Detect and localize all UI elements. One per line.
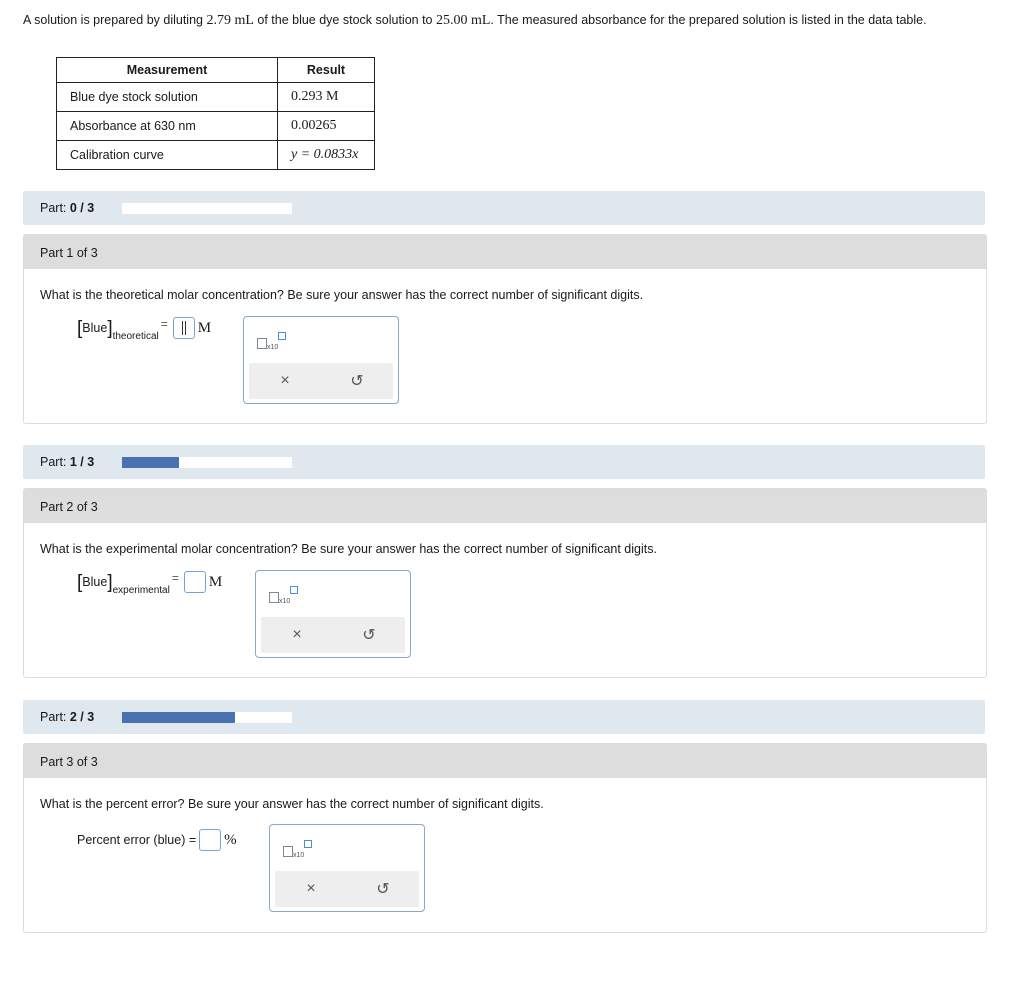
part-3-panel	[23, 743, 987, 933]
progress-band: Part: 1 / 3	[23, 445, 985, 479]
answer-equation	[77, 829, 237, 851]
unit-label: M	[197, 319, 212, 336]
table-row	[57, 83, 375, 112]
subscript-label: theoretical	[112, 330, 159, 342]
clear-icon: ×	[280, 372, 290, 389]
question-text: What is the experimental molar concentration? Be sure your answer has the correct number of significant digits.	[40, 542, 657, 556]
progress-track	[122, 203, 292, 214]
clear-icon: ×	[306, 880, 316, 897]
part-1-panel	[23, 234, 987, 424]
undo-button[interactable]	[321, 363, 393, 399]
x10-notation-icon	[283, 846, 293, 857]
undo-icon: ↺	[350, 373, 364, 390]
table-row	[57, 112, 375, 141]
part-header	[24, 235, 986, 269]
final-volume: 25.00 mL	[435, 13, 491, 28]
unit-label: M	[208, 573, 223, 590]
undo-icon: ↺	[376, 881, 390, 898]
x10-notation-button[interactable]: x10	[269, 586, 299, 608]
clear-button[interactable]	[249, 363, 321, 399]
progress-value: 0 / 3	[69, 201, 95, 215]
species-label: Blue	[82, 575, 108, 589]
answer-input[interactable]	[184, 571, 206, 593]
progress-band: Part: 0 / 3	[23, 191, 985, 225]
part-heading: Part 3 of 3	[40, 755, 98, 769]
result-cell: 0.293 M	[278, 83, 375, 112]
result-cell: 0.00265	[278, 112, 375, 141]
part-2-panel	[23, 488, 987, 678]
measurement-cell: Blue dye stock solution	[57, 83, 278, 112]
x10-notation-button[interactable]: x10	[283, 840, 313, 862]
dilution-volume: 2.79 mL	[206, 13, 254, 28]
progress-track	[122, 457, 292, 468]
data-table	[56, 57, 375, 170]
progress-value: 1 / 3	[69, 455, 95, 469]
text-cursor	[182, 321, 186, 335]
column-header-measurement: Measurement	[57, 58, 278, 83]
undo-button[interactable]	[347, 871, 419, 907]
progress-value: 2 / 3	[69, 710, 95, 724]
clear-button[interactable]	[261, 617, 333, 653]
x10-notation-icon	[257, 338, 267, 349]
answer-toolbox	[255, 570, 411, 658]
answer-equation: [ Blue ] theoretical = M	[77, 317, 212, 342]
percent-error-label: Percent error (blue) =	[77, 833, 197, 847]
answer-input[interactable]	[199, 829, 221, 851]
x10-notation-button[interactable]: x10	[257, 332, 287, 354]
subscript-label: experimental	[112, 584, 170, 596]
clear-button[interactable]	[275, 871, 347, 907]
table-row	[57, 141, 375, 170]
part-header	[24, 744, 986, 778]
x10-notation-icon	[269, 592, 279, 603]
answer-toolbox	[243, 316, 399, 404]
part-heading: Part 2 of 3	[40, 500, 98, 514]
progress-fill	[122, 712, 235, 723]
answer-input[interactable]	[173, 317, 195, 339]
undo-button[interactable]	[333, 617, 405, 653]
answer-toolbox	[269, 824, 425, 912]
clear-icon: ×	[292, 626, 302, 643]
part-header	[24, 489, 986, 523]
undo-icon: ↺	[362, 627, 376, 644]
result-cell: y = 0.0833x	[278, 141, 375, 170]
answer-equation: [ Blue ] experimental = M	[77, 571, 223, 596]
progress-track	[122, 712, 292, 723]
problem-intro: A solution is prepared by diluting 2.79 mL of the blue dye stock solution to 25.00 mL. The measured absorbance for the prepared solution is listed in the data table.	[23, 13, 927, 28]
progress-band: Part: 2 / 3	[23, 700, 985, 734]
question-text: What is the theoretical molar concentration? Be sure your answer has the correct number of significant digits.	[40, 288, 644, 302]
measurement-cell: Absorbance at 630 nm	[57, 112, 278, 141]
question-text: What is the percent error? Be sure your answer has the correct number of significant digits.	[40, 797, 544, 811]
progress-fill	[122, 457, 179, 468]
unit-label: %	[224, 831, 237, 848]
column-header-result: Result	[278, 58, 375, 83]
species-label: Blue	[82, 321, 108, 335]
measurement-cell: Calibration curve	[57, 141, 278, 170]
part-heading: Part 1 of 3	[40, 246, 98, 260]
